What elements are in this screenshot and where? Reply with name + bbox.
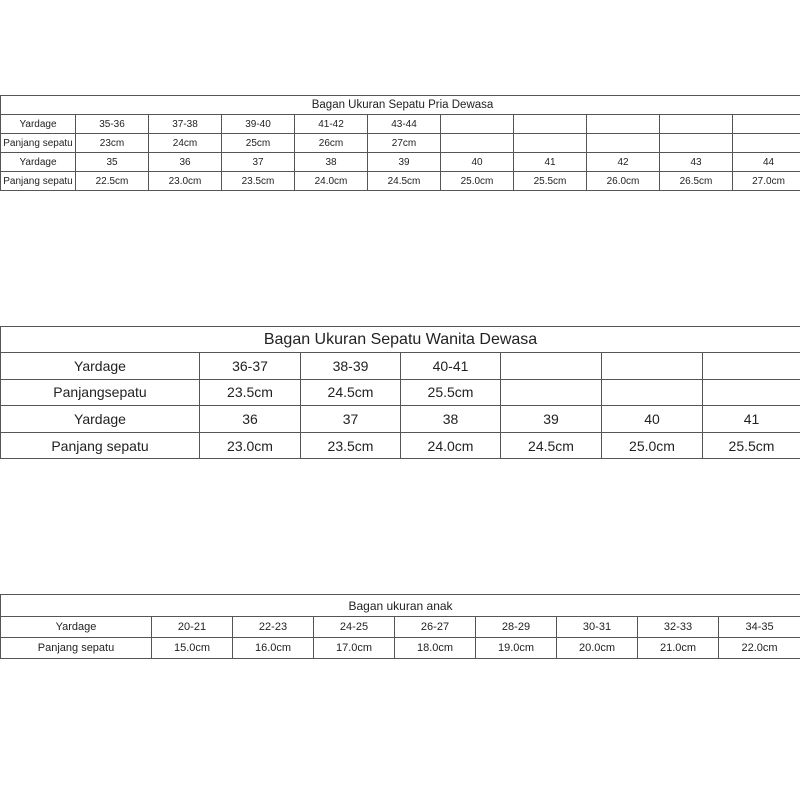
table-cell	[703, 379, 800, 406]
table-cell: 25.5cm	[401, 379, 501, 406]
table-cell	[733, 115, 800, 134]
table-cell: 24.0cm	[295, 172, 368, 191]
table-cell: 26cm	[295, 134, 368, 153]
table-cell: 26.0cm	[587, 172, 660, 191]
table-cell	[660, 134, 733, 153]
table-cell: Panjang sepatu	[1, 432, 200, 459]
table-row	[1, 172, 800, 191]
table-cell: 36	[149, 153, 222, 172]
table-cell: 23.5cm	[301, 432, 401, 459]
table-cell: 39	[368, 153, 441, 172]
table-cell: 41-42	[295, 115, 368, 134]
women-table-title: Bagan Ukuran Sepatu Wanita Dewasa	[1, 327, 800, 353]
men-table-title: Bagan Ukuran Sepatu Pria Dewasa	[1, 96, 800, 115]
table-cell: 35	[76, 153, 149, 172]
table-cell: 23.0cm	[200, 432, 301, 459]
table-row	[1, 432, 800, 459]
table-cell: 20.0cm	[557, 638, 638, 659]
table-cell: 24.5cm	[501, 432, 602, 459]
table-cell: 43-44	[368, 115, 441, 134]
table-cell	[514, 134, 587, 153]
table-cell: 37	[222, 153, 295, 172]
table-cell	[501, 379, 602, 406]
table-cell: 38	[401, 406, 501, 433]
table-cell: 42	[587, 153, 660, 172]
table-cell	[733, 134, 800, 153]
table-cell: 36-37	[200, 353, 301, 380]
table-cell	[660, 115, 733, 134]
table-cell: 26-27	[395, 617, 476, 638]
table-cell: 25.0cm	[602, 432, 703, 459]
table-cell: 34-35	[719, 617, 800, 638]
table-row	[1, 134, 800, 153]
table-cell: 23.0cm	[149, 172, 222, 191]
table-cell: Yardage	[1, 353, 200, 380]
table-row	[1, 379, 800, 406]
table-cell	[501, 353, 602, 380]
table-row	[1, 353, 800, 380]
table-cell: 25cm	[222, 134, 295, 153]
table-cell: 39-40	[222, 115, 295, 134]
kids-table-title: Bagan ukuran anak	[1, 595, 800, 617]
table-cell: 23cm	[76, 134, 149, 153]
table-cell: 38	[295, 153, 368, 172]
table-row	[1, 153, 800, 172]
table-cell: Panjang sepatu	[1, 134, 76, 153]
table-cell	[441, 134, 514, 153]
table-cell: 18.0cm	[395, 638, 476, 659]
table-cell: 22-23	[233, 617, 314, 638]
table-cell	[602, 379, 703, 406]
table-cell	[602, 353, 703, 380]
table-cell: 41	[514, 153, 587, 172]
table-cell: 25.5cm	[703, 432, 800, 459]
table-cell	[587, 134, 660, 153]
table-cell: 27cm	[368, 134, 441, 153]
table-cell: 38-39	[301, 353, 401, 380]
men-size-table	[0, 95, 800, 191]
table-cell: 21.0cm	[638, 638, 719, 659]
table-cell	[514, 115, 587, 134]
table-cell: 40-41	[401, 353, 501, 380]
table-cell: 36	[200, 406, 301, 433]
table-cell	[703, 353, 800, 380]
table-row	[1, 617, 800, 638]
table-row	[1, 115, 800, 134]
kids-size-table	[0, 594, 800, 659]
table-cell: 26.5cm	[660, 172, 733, 191]
table-cell: 40	[441, 153, 514, 172]
table-cell: 22.5cm	[76, 172, 149, 191]
table-cell: 41	[703, 406, 800, 433]
women-size-table	[0, 326, 800, 459]
table-cell: 37	[301, 406, 401, 433]
table-cell: 37-38	[149, 115, 222, 134]
table-cell: Yardage	[1, 115, 76, 134]
table-cell: Panjang sepatu	[1, 638, 152, 659]
table-cell: 35-36	[76, 115, 149, 134]
table-cell: 24cm	[149, 134, 222, 153]
table-cell: 27.0cm	[733, 172, 800, 191]
table-cell: 40	[602, 406, 703, 433]
table-cell: 32-33	[638, 617, 719, 638]
table-cell: 24.5cm	[368, 172, 441, 191]
table-row	[1, 406, 800, 433]
table-cell: 25.5cm	[514, 172, 587, 191]
table-cell: 28-29	[476, 617, 557, 638]
table-cell: Panjangsepatu	[1, 379, 200, 406]
table-cell	[587, 115, 660, 134]
table-cell: 24-25	[314, 617, 395, 638]
table-cell: 25.0cm	[441, 172, 514, 191]
table-cell: 23.5cm	[200, 379, 301, 406]
table-cell: 19.0cm	[476, 638, 557, 659]
table-cell: 15.0cm	[152, 638, 233, 659]
table-cell: Yardage	[1, 406, 200, 433]
table-cell: 39	[501, 406, 602, 433]
table-cell: 20-21	[152, 617, 233, 638]
table-cell: 24.5cm	[301, 379, 401, 406]
table-cell	[441, 115, 514, 134]
table-cell: Yardage	[1, 617, 152, 638]
table-cell: Yardage	[1, 153, 76, 172]
table-cell: Panjang sepatu	[1, 172, 76, 191]
table-cell: 22.0cm	[719, 638, 800, 659]
table-cell: 16.0cm	[233, 638, 314, 659]
table-cell: 17.0cm	[314, 638, 395, 659]
table-cell: 30-31	[557, 617, 638, 638]
table-row	[1, 638, 800, 659]
table-cell: 44	[733, 153, 800, 172]
table-cell: 24.0cm	[401, 432, 501, 459]
table-cell: 23.5cm	[222, 172, 295, 191]
table-cell: 43	[660, 153, 733, 172]
